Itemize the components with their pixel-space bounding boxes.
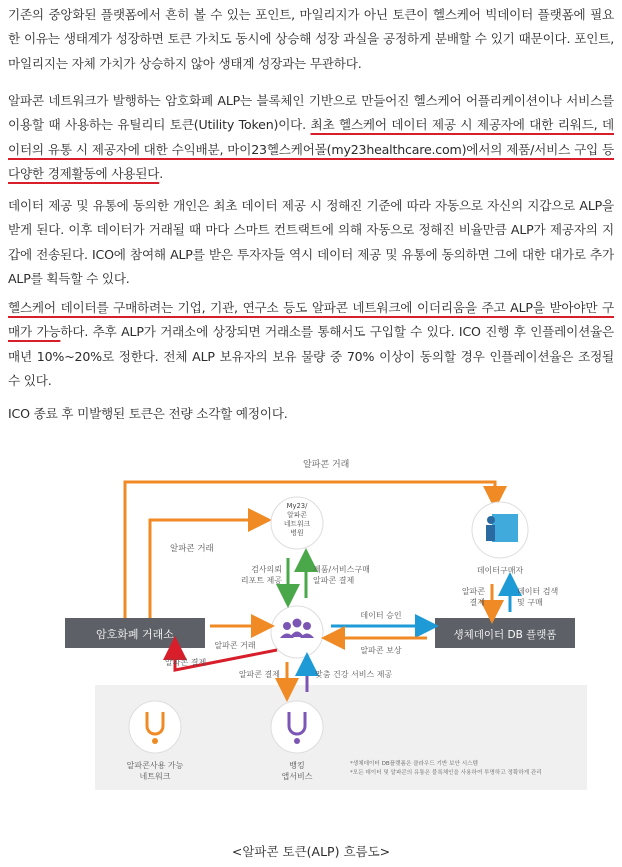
note-1: *생체데이터 DB플랫폼은 클라우드 기반 보안 시스템 (350, 761, 478, 767)
paragraph-4 (8, 296, 614, 394)
highlighted-text: 최초 헬스케어 데이터 제공 시 제공자에 대한 리워드, 데이터의 유통 시 제공자에 대한 수익배분, 마이23헬스케어몰(my23healthcare.com)에서의 제품/서비스 구입 등 다양한 경제활동에 사용된다 (8, 117, 614, 182)
label-exchange-center: 알파콘 거래 (214, 641, 256, 650)
network-usable-line-2: 네트워크 (139, 772, 171, 781)
label-buyer-search-1: 데이터 검색 (517, 587, 559, 596)
hospital-line-1: My23/ (286, 502, 308, 510)
paragraph-5: ICO 종료 후 미발행된 토큰은 전량 소각할 예정이다. (8, 406, 288, 421)
diagram-caption: <알파콘 토큰(ALP) 흐름도> (231, 844, 391, 859)
label-buyer-search-2: 및 구매 (517, 598, 543, 607)
paragraph-2-end: . (159, 166, 164, 182)
highlighted-text: 헬스케어 데이터를 구매하려는 기업, 기관, 연구소 등도 알파콘 네트워크에 이더리움을 주고 ALP을 받아야만 구매가 가능 (8, 300, 614, 340)
label-purchase-1: 제품/서비스구매 (313, 565, 370, 574)
network-usable-node (129, 701, 181, 753)
buyer-icon (486, 514, 518, 542)
label-purchase-2: 알파콘 결제 (313, 576, 355, 585)
exchange-hospital-arrow (150, 520, 260, 618)
hospital-line-2: 알파콘 (287, 511, 307, 519)
banking-line-1: 뱅킹 (289, 761, 305, 770)
label-buyer-pay-1: 알파콘 (461, 587, 485, 596)
label-approve: 데이터 승인 (360, 611, 402, 620)
label-reward: 알파콘 보상 (360, 646, 402, 655)
label-top: 알파콘 거래 (303, 460, 350, 470)
label-exchange-network: 알파콘 결제 (165, 658, 207, 667)
hospital-line-3: 네트워크 (283, 520, 311, 528)
buyer-label: 데이터구매자 (476, 566, 524, 575)
banking-line-2: 앱서비스 (281, 772, 313, 781)
hospital-line-4: 병원 (290, 529, 304, 537)
paragraph-4-text: 하다. 추후 ALP가 거래소에 상장되면 거래소를 통해서도 구입할 수 있다. ICO 진행 후 인플레이션율은 매년 10%~20%로 정한다. 전체 ALP 보유자의 보유 물량 중 70% 이상이 동의할 경우 인플레이션율은 조정될 수 있다. (8, 324, 614, 389)
paragraph-3: 데이터 제공 및 유통에 동의한 개인은 최초 데이터 제공 시 정해진 기준에 따라 자동으로 자신의 지갑으로 ALP을 받게 된다. 이후 데이터가 거래될 때 마다 스마트 컨트랙트에 의해 자동으로 정해진 비율만큼 ALP가 제공자의 지갑에 전송된다. ICO에 참여해 ALP를 받은 투자자들 역시 데이터 제공 및 유통에 동의하면 그에 대한 대가로 추가 ALP를 획득할 수 있다. (8, 198, 614, 287)
note-2: *모든 데이터 및 알파콘의 유통은 블록체인을 사용하여 투명하고 정확하게 관리 (350, 770, 542, 776)
label-buyer-pay-2: 결제 (469, 598, 485, 607)
paragraph-2 (8, 89, 614, 187)
network-usable-line-1: 알파콘사용 가능 (126, 761, 184, 770)
alp-flow-diagram (55, 450, 587, 790)
banking-node (271, 701, 323, 753)
paragraph-2-text: 알파콘 네트워크가 발행하는 암호화폐 ALP는 블록체인 기반으로 만들어진 헬스케어 어플리케이션이나 서비스를 이용할 때 사용하는 유틸리티 토큰(Utility Token)이다. (8, 93, 614, 133)
label-exchange-hospital: 알파콘 거래 (170, 544, 214, 554)
label-banking-pay: 알파콘 결제 (238, 670, 280, 679)
label-checkup-2: 리포트 제공 (240, 576, 282, 585)
db-platform-label: 생체데이터 DB 플랫폼 (453, 629, 557, 641)
exchange-label: 암호화폐 거래소 (96, 628, 174, 641)
paragraph-1: 기존의 중앙화된 플랫폼에서 흔히 볼 수 있는 포인트, 마일리지가 아닌 토큰이 헬스케어 빅데이터 플랫폼에 필요한 이유는 생태계가 성장하면 토큰 가치도 동시에 상승해 성장 과실을 공정하게 분배할 수 있기 때문이다. 포인트, 마일리지는 자체 가치가 상승하지 않아 생태계 성장과는 무관하다. (8, 7, 614, 71)
label-custom-service: 맞춤 건강 서비스 제공 (315, 670, 393, 679)
label-checkup-1: 검사의뢰 (251, 565, 282, 574)
